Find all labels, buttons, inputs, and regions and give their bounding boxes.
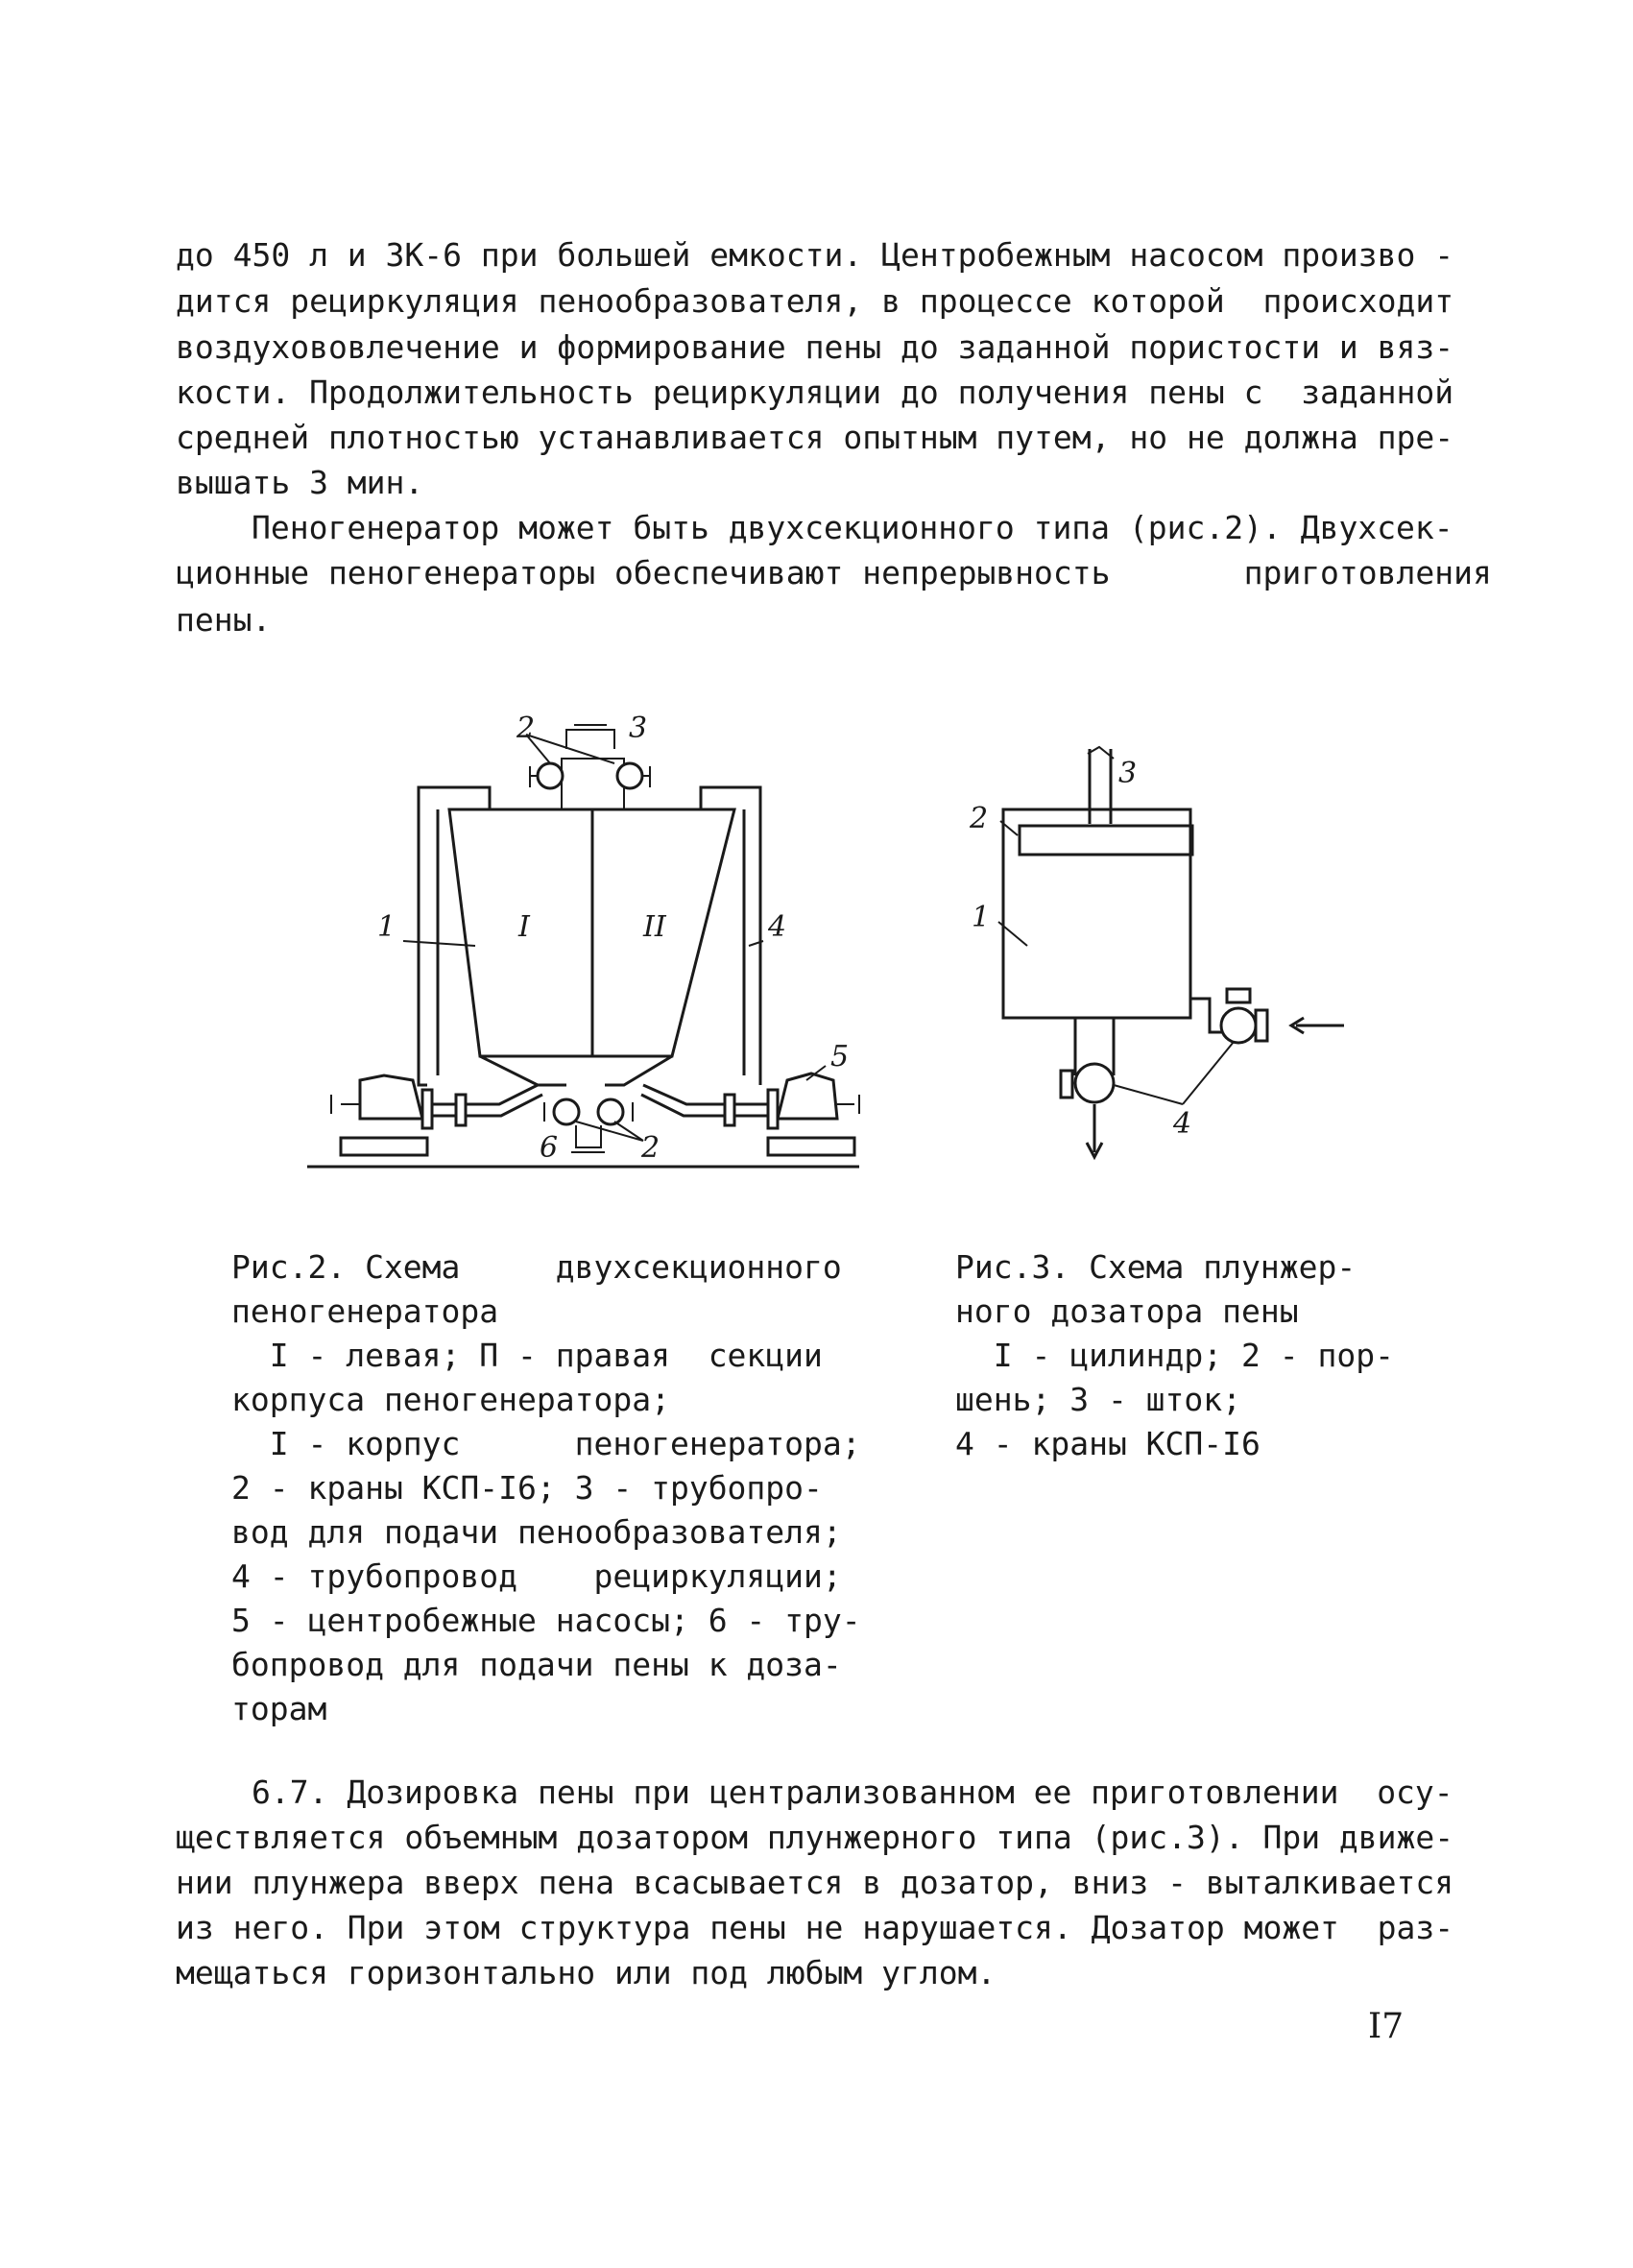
text-line: нии плунжера вверх пена всасывается в дозатор, вниз - выталкивается [176, 1864, 1454, 1901]
caption-line: I - цилиндр; 2 - пор- [955, 1337, 1394, 1374]
label-5: 5 [830, 1040, 850, 1074]
label-1: 1 [972, 901, 991, 934]
text-line: ществляется объемным дозатором плунжерного типа (рис.3). При движе- [176, 1819, 1454, 1856]
left-pump [360, 1075, 422, 1119]
label-2: 2 [970, 802, 989, 835]
caption-line: Рис.3. Схема плунжер- [955, 1248, 1357, 1286]
caption-line: пеногенератора [231, 1292, 499, 1330]
caption-line: I - левая; П - правая секции [231, 1337, 823, 1374]
label-4: 4 [1173, 1107, 1192, 1141]
caption-line: корпуса пеногенератора; [231, 1381, 670, 1418]
label-2-top: 2 [516, 712, 536, 745]
caption-line: ного дозатора пены [955, 1292, 1299, 1330]
caption-line: 4 - краны КСП-I6 [955, 1425, 1261, 1462]
cylinder [1003, 809, 1190, 1018]
text-line: до 450 л и ЗК-6 при большей емкости. Центробежным насосом произво - [176, 236, 1454, 274]
text-line: 6.7. Дозировка пены при централизованном ее приготовлении осу- [252, 1773, 1453, 1811]
valve-inlet [1221, 1008, 1256, 1043]
caption-line: 4 - трубопровод рециркуляции; [231, 1557, 842, 1595]
figure-3-diagram [950, 739, 1354, 1181]
caption-line: I - корпус пеногенератора; [231, 1425, 861, 1462]
valve-bottom-right [598, 1099, 623, 1124]
label-2-bottom: 2 [641, 1131, 660, 1165]
text-line: вышать 3 мин. [176, 464, 424, 501]
label-section-II: II [643, 910, 666, 944]
caption-line: шень; 3 - шток; [955, 1381, 1242, 1418]
caption-line: Рис.2. Схема двухсекционного [231, 1248, 842, 1286]
caption-line: вод для подачи пенообразователя; [231, 1513, 842, 1551]
plunger-rod [1090, 749, 1111, 824]
tank-hopper [480, 1056, 672, 1085]
label-3-top: 3 [629, 712, 648, 745]
figure-2-diagram [307, 701, 864, 1181]
caption-line: 5 - центробежные насосы; 6 - тру- [231, 1602, 861, 1639]
top-pipe [562, 730, 624, 809]
caption-line: торам [231, 1690, 327, 1727]
text-line: из него. При этом структура пены не нарушается. Дозатор может раз- [176, 1909, 1454, 1946]
label-6: 6 [540, 1131, 559, 1165]
text-line: воздухововлечение и формирование пены до заданной пористости и вяз- [176, 328, 1454, 366]
text-line: мещаться горизонтально или под любым углом. [176, 1954, 997, 1991]
label-3: 3 [1118, 757, 1138, 790]
text-line: пены. [176, 601, 272, 639]
label-section-I: I [518, 910, 530, 944]
text-line: кости. Продолжительность рециркуляции до получения пены с заданной [176, 374, 1454, 411]
foam-outlet-pipe [571, 1125, 605, 1152]
page-number: I7 [1368, 2007, 1405, 2046]
text-line: дится рециркуляция пенообразователя, в процессе которой происходит [176, 282, 1454, 320]
valve-top-right [617, 763, 642, 788]
caption-line: 2 - краны КСП-I6; 3 - трубопро- [231, 1469, 823, 1507]
valve-top-left [538, 763, 563, 788]
right-recirculation-pipe [701, 787, 760, 1085]
text-line: Пеногенератор может быть двухсекционного типа (рис.2). Двухсек- [252, 509, 1453, 546]
caption-line: бопровод для подачи пены к доза- [231, 1646, 842, 1683]
text-line: средней плотностью устанавливается опытным путем, но не должна пре- [176, 419, 1454, 456]
valve-outlet [1075, 1064, 1114, 1102]
label-1: 1 [377, 910, 396, 944]
label-4: 4 [768, 910, 787, 944]
valve-bottom-left [554, 1099, 579, 1124]
text-line: ционные пеногенераторы обеспечивают непрерывность приготовления [176, 554, 1492, 591]
piston [1020, 826, 1192, 855]
